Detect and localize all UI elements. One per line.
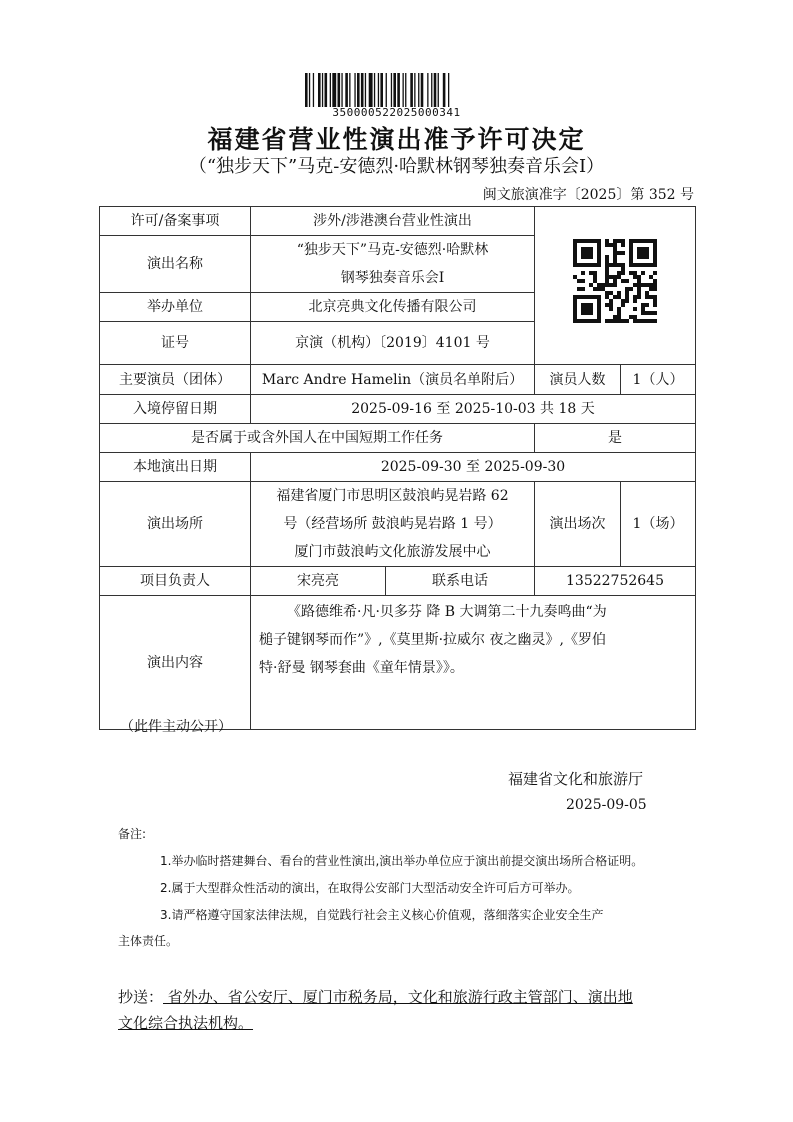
remark-note-2: 2.属于大型群众性活动的演出，在取得公安部门大型活动安全许可后方可举办。 [160,881,580,895]
remarks-label: 备注: [118,827,147,841]
shows-value: 1（场） [621,482,696,567]
show-name-label: 演出名称 [100,236,251,293]
show-name-line-2: 钢琴独奏音乐会Ⅰ [340,270,445,286]
remark-note-3-continued: 主体责任。 [118,934,179,948]
document-number: 闽文旅演准字〔2025〕第 352 号 [482,187,694,203]
qr-code-cell [535,207,696,365]
organizer-label: 举办单位 [100,293,251,322]
issuer-name: 福建省文化和旅游厅 [508,770,644,788]
public-note: （此件主动公开） [120,719,232,735]
performer-value: Marc Andre Hamelin（演员名单附后） [251,365,535,395]
venue-value [251,482,535,567]
barcode-image [305,73,488,107]
cc-block [118,984,688,1036]
manager-value: 宋亮亮 [251,567,386,596]
entry-date-value: 2025-09-16 至 2025-10-03 共 18 天 [251,395,696,424]
content-value [251,596,696,730]
manager-label: 项目负责人 [100,567,251,596]
document-title: 福建省营业性演出准予许可决定 [207,125,586,154]
qr-code-image [573,239,657,323]
performer-label: 主要演员（团体） [100,365,251,395]
license-type-label: 许可/备案事项 [100,207,251,236]
show-name-line-1: “独步天下”马克-安德烈·哈默林 [296,242,489,258]
performer-count-value: 1（人） [621,365,696,395]
venue-line-1: 福建省厦门市思明区鼓浪屿晃岩路 62 [276,488,509,504]
venue-line-2: 号（经营场所 鼓浪屿晃岩路 1 号） [283,516,502,532]
cert-label: 证号 [100,322,251,365]
venue-line-3: 厦门市鼓浪屿文化旅游发展中心 [294,544,491,560]
cc-line-2: 文化综合执法机构。 [118,1014,254,1032]
local-date-value: 2025-09-30 至 2025-09-30 [251,453,696,482]
short-work-label: 是否属于或含外国人在中国短期工作任务 [100,424,535,453]
organizer-value: 北京亮典文化传播有限公司 [251,293,535,322]
content-label: 演出内容 [100,596,251,730]
local-date-label: 本地演出日期 [100,453,251,482]
short-work-value: 是 [535,424,696,453]
barcode-number: 350000522025000341 [332,106,461,119]
cc-line-1: 省外办、省公安厅、厦门市税务局，文化和旅游行政主管部门、演出地 [163,988,633,1006]
phone-label: 联系电话 [386,567,535,596]
entry-date-label: 入境停留日期 [100,395,251,424]
document-subtitle: （“独步天下”马克-安德烈·哈默林钢琴独奏音乐会Ⅰ） [188,156,605,177]
content-line-3: 特·舒曼 钢琴套曲《童年情景》》。 [259,660,464,676]
remark-note-3: 3.请严格遵守国家法律法规，自觉践行社会主义核心价值观，落细落实企业安全生产 [160,908,604,922]
show-name-value [251,236,535,293]
phone-value: 13522752645 [535,567,696,596]
content-line-1: 《路德维希·凡·贝多芬 降 B 大调第二十九奏鸣曲“为 [287,604,607,620]
content-line-2: 槌子键钢琴而作”》,《莫里斯·拉威尔 夜之幽灵》,《罗伯 [259,632,606,648]
license-type-value: 涉外/涉港澳台营业性演出 [251,207,535,236]
cert-value: 京演（机构）〔2019〕4101 号 [251,322,535,365]
performer-count-label: 演员人数 [535,365,621,395]
venue-label: 演出场所 [100,482,251,567]
shows-label: 演出场次 [535,482,621,567]
license-table [99,206,696,730]
issue-date: 2025-09-05 [566,797,647,813]
cc-label: 抄送： [118,988,164,1006]
remark-note-1: 1.举办临时搭建舞台、看台的营业性演出,演出举办单位应于演出前提交演出场所合格证明。 [160,854,644,868]
